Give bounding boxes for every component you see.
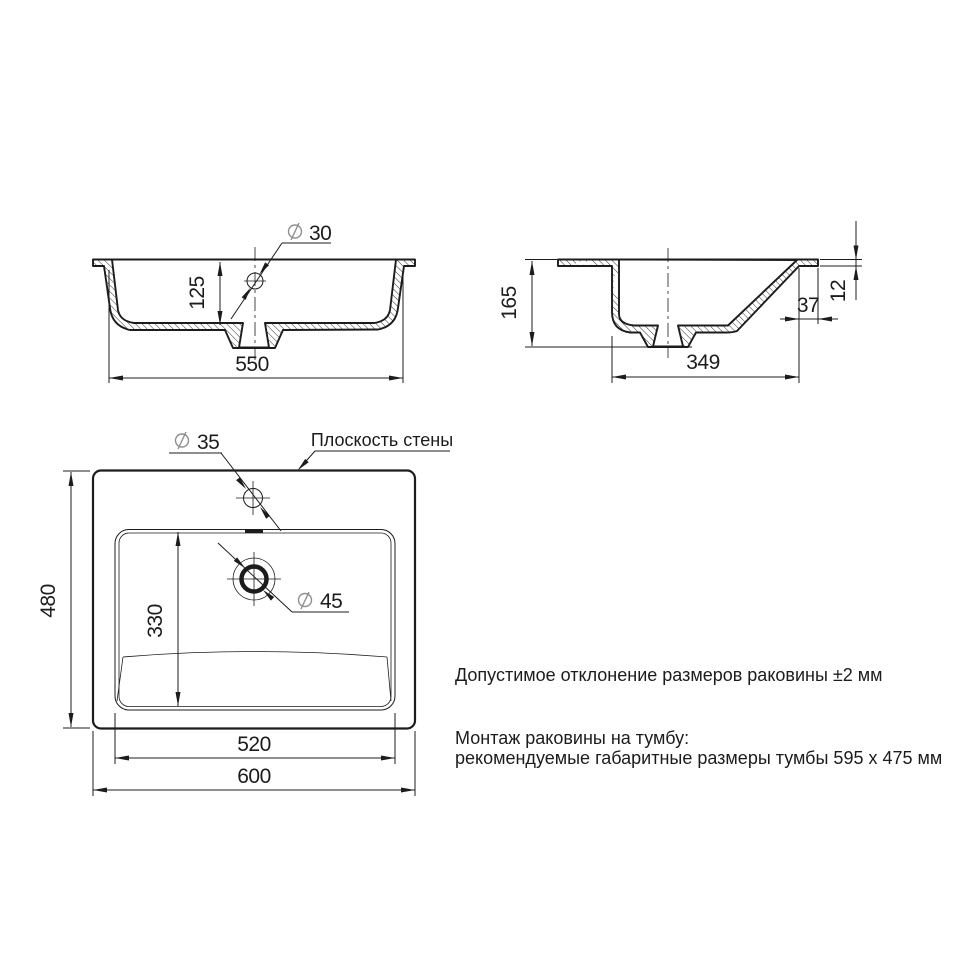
side-rim-thickness-dimension	[820, 221, 862, 302]
plan-basin-depth-value: 330	[144, 604, 167, 638]
plan-basin-depth-dimension	[144, 532, 178, 706]
mounting-note-line2: рекомендуемые габаритные размеры тумбы 595 x 475 мм	[455, 748, 943, 768]
front-width-value: 550	[235, 353, 269, 376]
front-hole-dia-value: 30	[309, 222, 332, 245]
plan-height-value: 480	[37, 584, 60, 618]
side-height-dimension	[498, 260, 692, 348]
diameter-symbol	[289, 223, 302, 240]
side-front-flat-value: 37	[796, 294, 820, 317]
plan-view	[37, 430, 453, 796]
plan-basin-width-value: 520	[237, 733, 271, 756]
diameter-symbol	[176, 432, 189, 449]
faucet-slot-void	[576, 261, 591, 264]
overflow-slot	[245, 529, 263, 533]
side-bottom-width-value: 349	[686, 351, 720, 374]
diameter-symbol	[299, 592, 312, 609]
tolerance-note: Допустимое отклонение размеров раковины ±2 мм	[455, 665, 883, 685]
faucet-dia-value: 35	[197, 431, 220, 454]
overflow-channel-void	[614, 276, 618, 293]
plan-width-value: 600	[237, 765, 271, 788]
wall-plane-callout	[296, 430, 453, 472]
plan-height-dimension	[37, 471, 90, 728]
front-view	[93, 222, 415, 383]
basin-floor-slope-right	[387, 657, 391, 701]
basin-floor-slope-left	[117, 657, 123, 701]
side-height-value: 165	[498, 286, 521, 320]
front-depth-value: 125	[186, 276, 209, 310]
drain-dia-value: 45	[320, 590, 343, 613]
basin-floor-line	[123, 652, 387, 658]
plan-basin-width-dimension	[115, 713, 395, 764]
front-depth-dimension	[186, 262, 220, 325]
side-view	[498, 221, 862, 383]
wall-plane-label: Плоскость стены	[310, 430, 454, 450]
front-hole-dia-callout	[231, 222, 331, 319]
mounting-note-line1: Монтаж раковины на тумбу:	[455, 728, 690, 748]
side-rim-thickness-value: 12	[827, 279, 850, 303]
faucet-dia-callout	[169, 431, 281, 531]
notes-block	[455, 665, 942, 768]
drain-dia-callout	[218, 543, 349, 613]
side-section-outline	[558, 260, 818, 348]
